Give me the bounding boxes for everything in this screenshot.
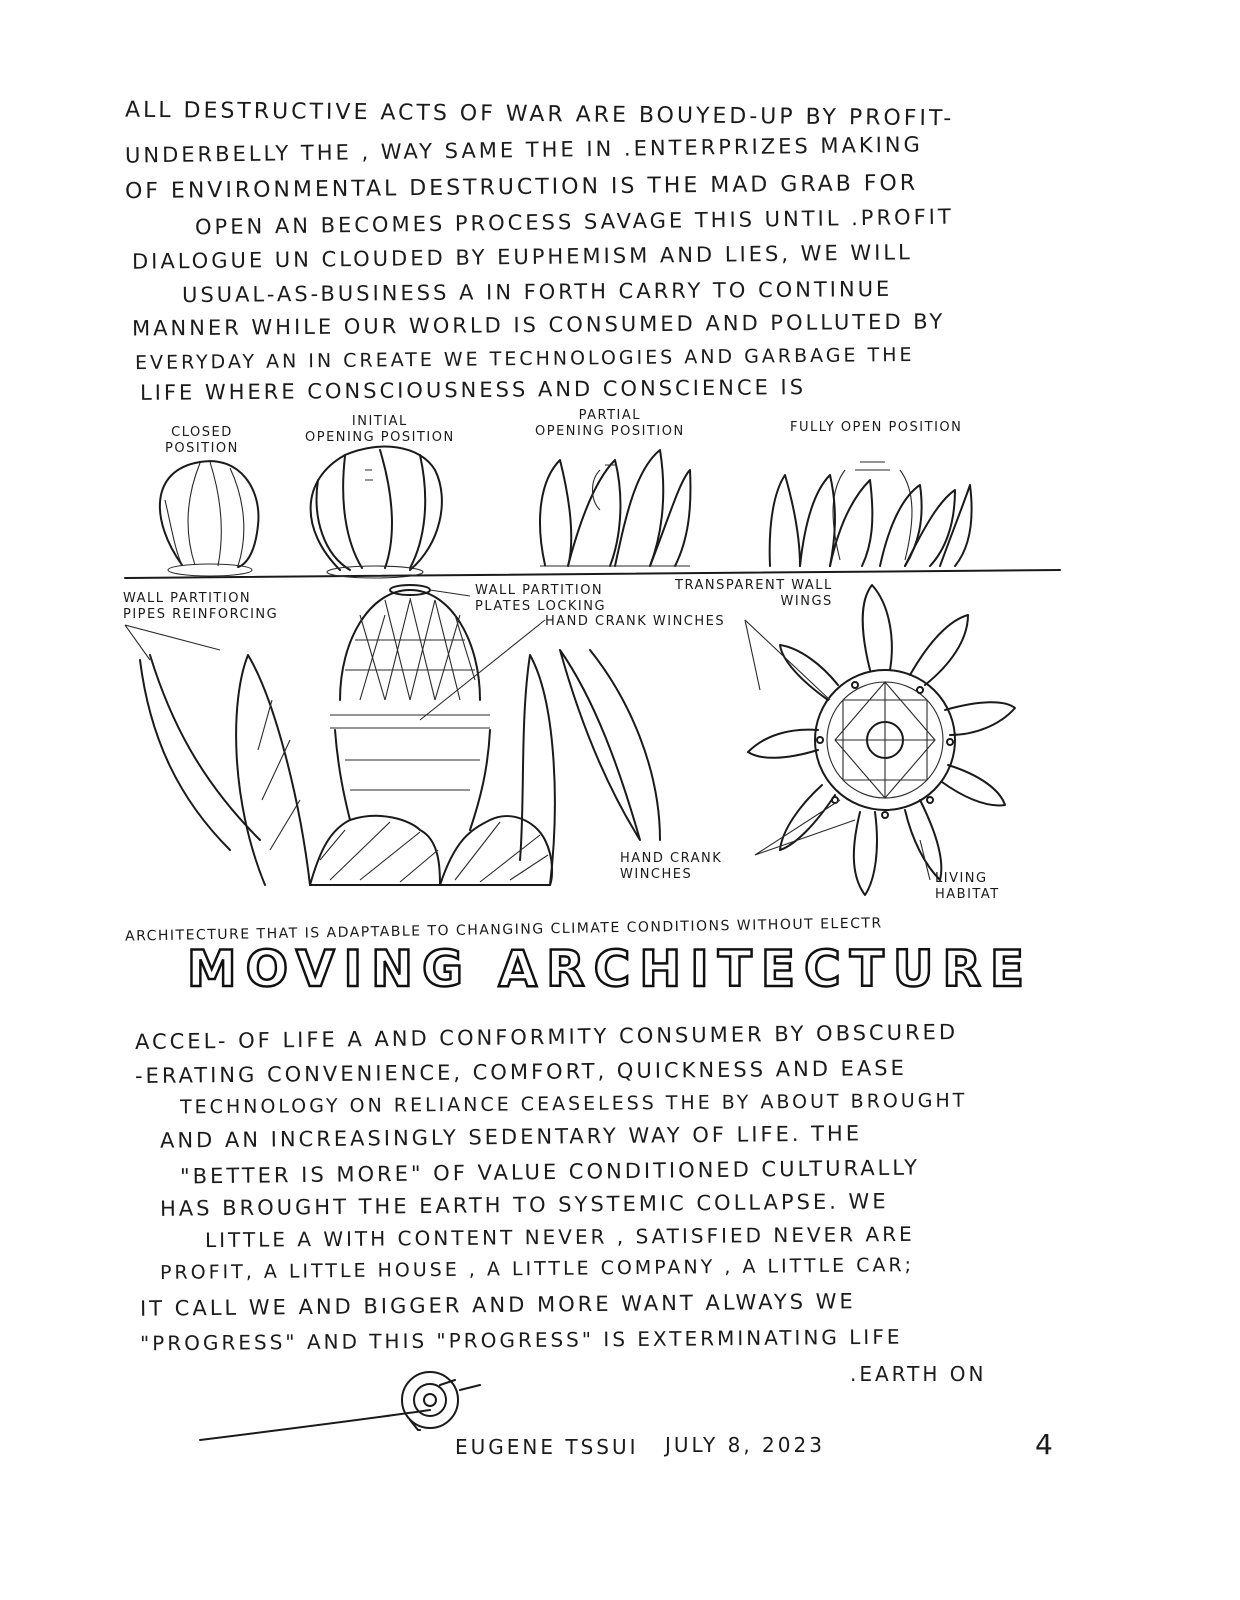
- annotation-wall-partition-pipes: WALL PARTITION PIPES REINFORCING: [123, 591, 279, 622]
- ground-line: [125, 570, 1060, 578]
- plan-view-flower-sketch: [748, 585, 1015, 895]
- closed-pod-sketch: [160, 461, 259, 576]
- partial-opening-pod-sketch: [540, 450, 690, 566]
- top-text-line-8: EVERYDAY AN IN CREATE WE TECHNOLOGIES AND GARBAGE THE: [134, 343, 915, 375]
- annotation-transparent-wall-wings: TRANSPARENT WALL WINGS: [675, 578, 833, 609]
- large-dome-sketch: [140, 585, 660, 885]
- top-text-line-1: ALL DESTRUCTIVE ACTS OF WAR ARE BOUYED-UP BY PROFIT-: [124, 97, 955, 132]
- top-text-line-5: DIALOGUE UN CLOUDED BY EUPHEMISM AND LIES, WE WILL: [131, 240, 913, 274]
- bottom-text-line-10: "PROGRESS" AND THIS "PROGRESS" IS EXTERMINATING LIFE: [139, 1324, 903, 1356]
- leader-line-habitat: [920, 840, 930, 880]
- top-text-line-4: OPEN AN BECOMES PROCESS SAVAGE THIS UNTIL .PROFIT: [194, 204, 954, 240]
- bottom-text-line-3: TECHNOLOGY ON RELIANCE CEASELESS THE BY ABOUT BROUGHT: [179, 1089, 968, 1119]
- top-text-line-6: USUAL-AS-BUSINESS A IN FORTH CARRY TO CONTINUE: [181, 276, 893, 308]
- page-number: 4: [1035, 1428, 1056, 1461]
- top-text-line-7: MANNER WHILE OUR WORLD IS CONSUMED AND POLLUTED BY: [131, 309, 946, 341]
- bottom-text-line-5: "BETTER IS MORE" OF VALUE CONDITIONED CULTURALLY: [179, 1155, 921, 1189]
- bottom-text-line-7: LITTLE A WITH CONTENT NEVER , SATISFIED NEVER ARE: [204, 1221, 915, 1253]
- fully-open-pod-sketch: [770, 462, 972, 566]
- page-title: MOVING ARCHITECTURE: [186, 940, 1034, 998]
- footer-author: EUGENE TSSUI: [455, 1435, 639, 1459]
- bottom-text-line-11: .EARTH ON: [850, 1362, 987, 1386]
- stage-fully-open-label: FULLY OPEN POSITION: [790, 420, 963, 435]
- bottom-text-line-9: IT CALL WE AND BIGGER AND MORE WANT ALWAYS WE: [139, 1289, 856, 1321]
- stage-initial-label: INITIAL OPENING POSITION: [305, 414, 455, 445]
- initial-opening-pod-sketch: [311, 447, 442, 578]
- bottom-text-line-1: ACCEL- OF LIFE A AND CONFORMITY CONSUMER BY OBSCURED: [134, 1019, 959, 1055]
- stage-partial-label: PARTIAL OPENING POSITION: [535, 408, 685, 439]
- stage-closed-label: CLOSED POSITION: [165, 425, 239, 456]
- bottom-text-line-2: -ERATING CONVENIENCE, COMFORT, QUICKNESS AND EASE: [134, 1055, 907, 1089]
- subtitle: ARCHITECTURE THAT IS ADAPTABLE TO CHANGING CLIMATE CONDITIONS WITHOUT ELECTR: [124, 915, 883, 945]
- top-text-line-9: LIFE WHERE CONSCIOUSNESS AND CONSCIENCE IS: [139, 375, 807, 405]
- leader-line-pipes: [125, 625, 220, 660]
- leader-line-hand-crank: [755, 800, 855, 855]
- footer-date: JULY 8, 2023: [665, 1433, 825, 1457]
- bottom-text-line-8: PROFIT, A LITTLE HOUSE , A LITTLE COMPANY , A LITTLE CAR;: [159, 1254, 915, 1284]
- signature-mark: [200, 1372, 480, 1440]
- leader-line-plates: [430, 590, 470, 596]
- annotation-hand-crank-winches-bottom: HAND CRANK WINCHES: [620, 851, 723, 882]
- top-text-line-2: UNDERBELLY THE , WAY SAME THE IN .ENTERPRIZES MAKING: [124, 132, 923, 168]
- bottom-text-line-4: AND AN INCREASINGLY SEDENTARY WAY OF LIFE. THE: [159, 1121, 863, 1153]
- leader-line-transparent-wings: [745, 620, 830, 700]
- annotation-wall-partition-plates: WALL PARTITION PLATES LOCKING: [475, 583, 607, 614]
- top-text-line-3: OF ENVIRONMENTAL DESTRUCTION IS THE MAD GRAB FOR: [124, 170, 919, 205]
- annotation-living-habitat: LIVING HABITAT: [935, 871, 1000, 902]
- annotation-hand-crank-winches-top: HAND CRANK WINCHES: [545, 614, 726, 629]
- bottom-text-line-6: HAS BROUGHT THE EARTH TO SYSTEMIC COLLAPSE. WE: [159, 1189, 889, 1221]
